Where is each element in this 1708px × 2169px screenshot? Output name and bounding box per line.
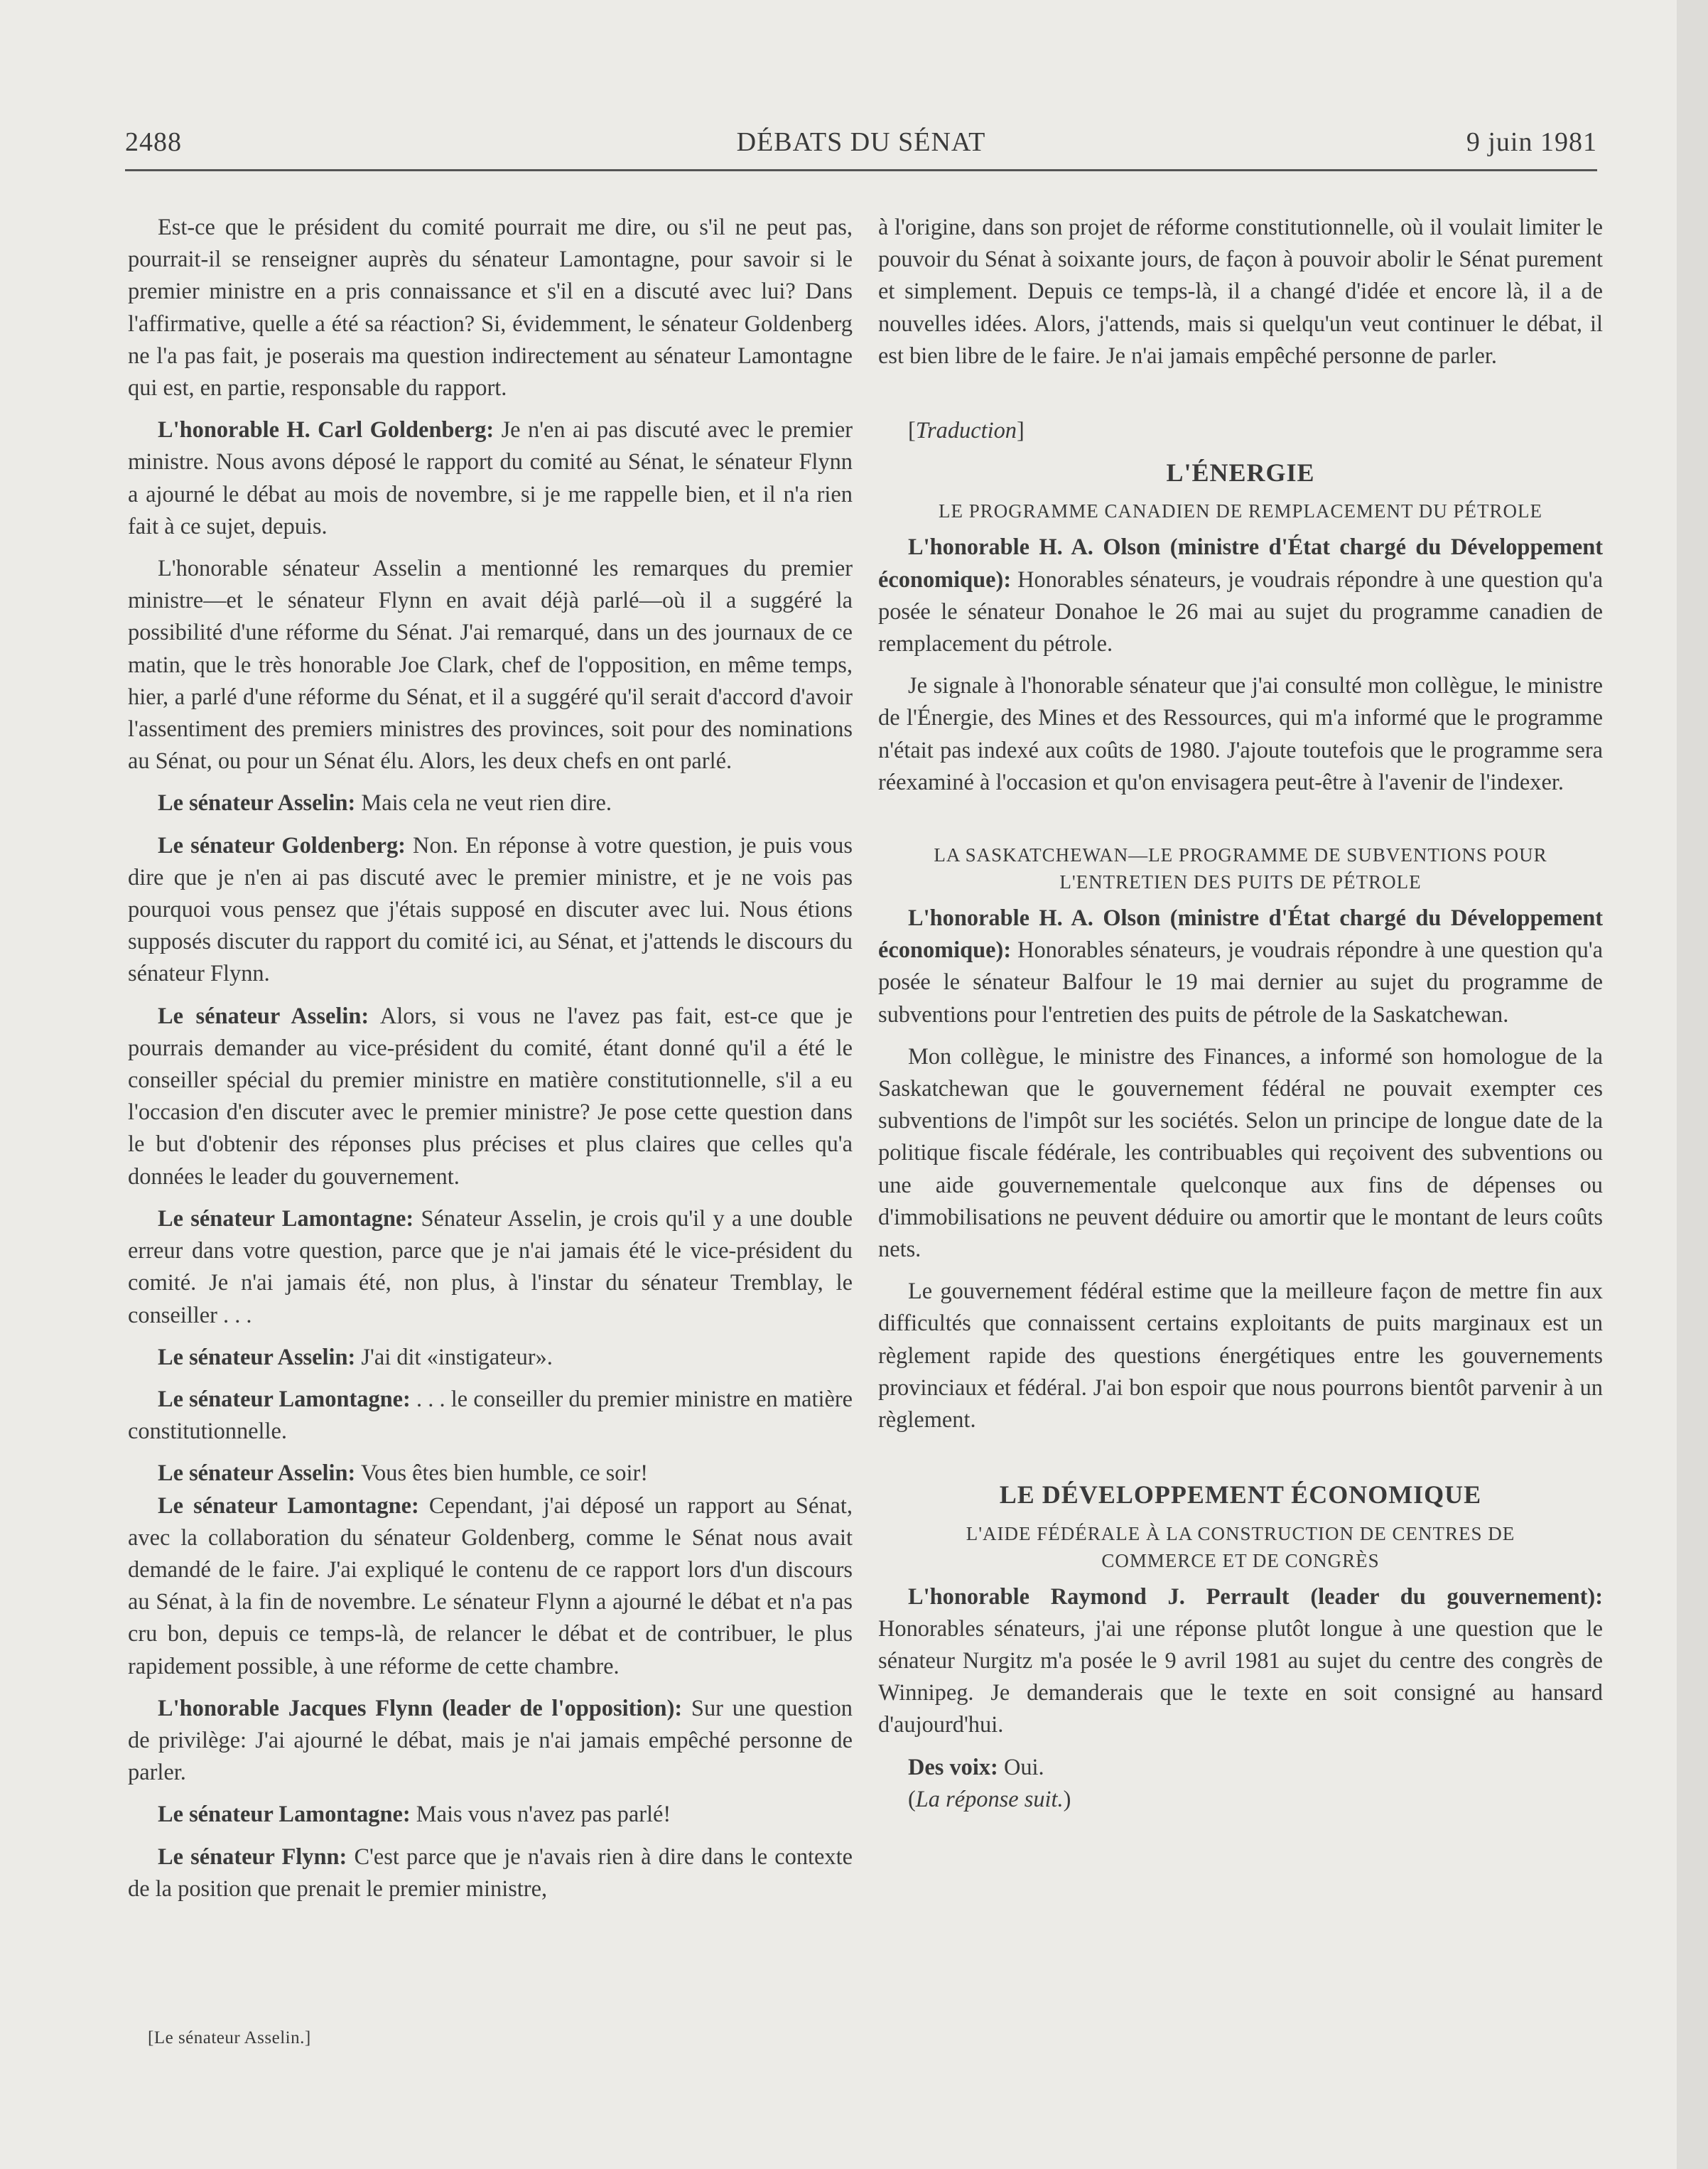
paragraph: Le sénateur Asselin: Vous êtes bien humble, ce soir! [158,1460,649,1487]
paragraph: Mon collègue, le ministre des Finances, a informé son homologue de la Saskatchewan que le gouvernement fédéral ne pouvait exempter ces subventions de l'impôt sur les sociétés. Selon un principe de longue date de la politique fiscale fédérale, les contribuables qui reçoivent des subventions ou une aide gouvernementale quelconque aux fins de dépenses ou d'immobilisations ne peuvent déduire ou amortir que le montant de leurs coûts nets. [878,1043,1603,1263]
subsection-heading: LA SASKATCHEWAN—LE PROGRAMME DE SUBVENTIONS POUR L'ENTRETIEN DES PUITS DE PÉTROLE [934,844,1547,893]
paragraph: Le sénateur Asselin: J'ai dit «instigateur». [158,1344,553,1370]
paragraph: Le sénateur Goldenberg: Non. En réponse à votre question, je puis vous dire que je n'en ai pas discuté avec le premier ministre, et je ne vois pas pourquoi vous pensez que j'étais supposé en discuter avec lui. Nous étions supposés discuter du rapport du comité ici, au Sénat, et j'attends le discours du sénateur Flynn. [128,832,853,987]
speaker-name: Le sénateur Lamontagne: [158,1802,411,1828]
paragraph: Le sénateur Flynn: C'est parce que je n'avais rien à dire dans le contexte de la position que prenait le premier ministre, [128,1844,853,1902]
speaker-name: L'honorable Jacques Flynn (leader de l'opposition): [158,1695,683,1721]
speaker-name: Le sénateur Goldenberg: [158,832,406,859]
paragraph: Je signale à l'honorable sénateur que j'ai consulté mon collègue, le ministre de l'Énergie, des Mines et des Ressources, qui m'a informé que le programme n'était pas indexé aux coûts de 1980. J'ajoute toutefois que le programme sera réexaminé à l'occasion et qu'on envisagera peut-être à l'avenir de l'indexer. [878,673,1603,795]
publication-title: DÉBATS DU SÉNAT [736,127,986,157]
subsection-heading: L'AIDE FÉDÉRALE À LA CONSTRUCTION DE CENTRES DE COMMERCE ET DE CONGRÈS [966,1522,1515,1571]
speaker-name: Le sénateur Asselin: [158,790,356,817]
section-heading: LE DÉVELOPPEMENT ÉCONOMIQUE [999,1480,1482,1509]
paragraph: L'honorable H. A. Olson (ministre d'État chargé du Développement économique): Honorables sénateurs, je voudrais répondre à une question qu'a posée le sénateur Balfour le 19 mai dernier au sujet du programme de subventions pour l'entretien des puits de pétrole de la Saskatchewan. [878,905,1603,1028]
paragraph: L'honorable sénateur Asselin a mentionné les remarques du premier ministre—et le sénateur Flynn en avait déjà parlé—où il a suggéré la possibilité d'une réforme du Sénat. J'ai remarqué, dans un des journaux de ce matin, que le très honorable Joe Clark, chef de l'opposition, en même temps, hier, a parlé d'une réforme du Sénat, et il a suggéré qu'il serait d'accord d'avoir l'assentiment des premiers ministres des provinces, soit pour des nominations au Sénat, ou pour un Sénat élu. Alors, les deux chefs en ont parlé. [128,556,853,775]
speaker-name: L'honorable H. Carl Goldenberg: [158,417,494,443]
page-header [125,127,1597,171]
paragraph: Des voix: Oui. [908,1754,1044,1780]
speaker-name: Le sénateur Asselin: [158,1344,356,1370]
paragraph: Le gouvernement fédéral estime que la meilleure façon de mettre fin aux difficultés que connaissent certains exploitants de puits marginaux est un règlement rapide des questions énergétiques entre les gouvernements provinciaux et fédéral. J'ai bon espoir que nous pourrons bientôt parvenir à un règlement. [878,1279,1603,1433]
speaker-name: Le sénateur Lamontagne: [158,1205,414,1232]
paragraph: Est-ce que le président du comité pourrait me dire, ou s'il ne peut pas, pourrait-il se renseigner auprès du sénateur Lamontagne, pour savoir si le premier ministre en a pris connaissance et s'il en a discuté avec lui? Dans l'affirmative, quelle a été sa réaction? Si, évidemment, le sénateur Goldenberg ne l'a pas fait, je poserais ma question indirectement au sénateur Lamontagne qui est, en partie, responsable du rapport. [128,215,853,402]
paragraph: Le sénateur Asselin: Alors, si vous ne l'avez pas fait, est-ce que je pourrais demander au vice-président du comité, étant donné qu'il a été le conseiller spécial du premier ministre en matière constitutionnelle, s'il a eu l'occasion d'en discuter avec le premier ministre? Je pose cette question dans le but d'obtenir des réponses plus précises et plus claires que celles qu'a données le leader du gouvernement. [128,1003,853,1190]
paragraph: L'honorable Raymond J. Perrault (leader du gouvernement): Honorables sénateurs, j'ai une réponse plutôt longue à une question que le sénateur Nurgitz m'a posée le 9 avril 1981 au sujet du centre des congrès de Winnipeg. Je demanderais que le texte en soit consigné au hansard d'aujourd'hui. [878,1583,1603,1738]
right-column [878,212,1603,1826]
italic-note: (La réponse suit.) [908,1786,1071,1812]
paragraph: Le sénateur Lamontagne: . . . le conseiller du premier ministre en matière constitutionnelle. [128,1386,853,1445]
paragraph: Le sénateur Lamontagne: Mais vous n'avez pas parlé! [158,1802,671,1828]
subsection-heading: LE PROGRAMME CANADIEN DE REMPLACEMENT DU PÉTROLE [938,500,1542,522]
speaker-name: Le sénateur Lamontagne: [158,1492,419,1519]
paragraph: L'honorable H. A. Olson (ministre d'État chargé du Développement économique): Honorables sénateurs, je voudrais répondre à une question qu'a posée le sénateur Donahoe le 26 mai au sujet du programme canadien de remplacement du pétrole. [878,534,1603,657]
page-date: 9 juin 1981 [1466,127,1597,157]
speaker-name: L'honorable H. A. Olson (ministre d'État chargé du Développement économique): [878,534,1603,593]
speaker-name: Le sénateur Flynn: [158,1844,347,1870]
speaker-name: Des voix: [908,1754,998,1780]
paragraph: L'honorable H. Carl Goldenberg: Je n'en ai pas discuté avec le premier ministre. Nous avons déposé le rapport du comité au Sénat, le sénateur Flynn a ajourné le débat au mois de novembre, si je me rappelle bien, et il n'a rien fait à ce sujet, depuis. [128,417,853,539]
speaker-name: L'honorable Raymond J. Perrault (leader du gouvernement): [908,1583,1603,1610]
footnote: [Le sénateur Asselin.] [148,2028,311,2047]
speaker-name: Le sénateur Asselin: [158,1460,356,1487]
speaker-name: Le sénateur Lamontagne: [158,1386,411,1412]
paragraph: Le sénateur Lamontagne: Cependant, j'ai déposé un rapport au Sénat, avec la collaboration du sénateur Goldenberg, comme le Sénat nous avait demandé de le faire. J'ai expliqué le contenu de ce rapport lors d'un discours au Sénat, à la fin de novembre. Le sénateur Flynn a ajourné le débat et n'a pas cru bon, depuis ce temps-là, de relancer le débat et de contribuer, le plus rapidement possible, à une réforme de cette chambre. [128,1492,853,1679]
scan-edge [1677,0,1708,2169]
page-number: 2488 [125,127,182,157]
translation-marker: [Traduction] [908,418,1025,444]
paragraph: Le sénateur Asselin: Mais cela ne veut rien dire. [158,790,612,817]
paragraph: Le sénateur Lamontagne: Sénateur Asselin, je crois qu'il y a une double erreur dans votre question, parce que je n'ai jamais été le vice-président du comité. Je n'ai jamais été, non plus, à l'instar du sénateur Tremblay, le conseiller . . . [128,1205,853,1328]
paragraph: à l'origine, dans son projet de réforme constitutionnelle, où il voulait limiter le pouvoir du Sénat à soixante jours, de façon à pouvoir abolir le Sénat purement et simplement. Depuis ce temps-là, il a changé d'idée et encore là, il a de nouvelles idées. Alors, j'attends, mais si quelqu'un veut continuer le débat, il est bien libre de le faire. Je n'ai jamais empêché personne de parler. [878,215,1603,369]
paragraph: L'honorable Jacques Flynn (leader de l'opposition): Sur une question de privilège: J'ai ajourné le débat, mais je n'ai jamais empêché personne de parler. [128,1695,853,1786]
left-column [128,212,853,1915]
speaker-name: L'honorable H. A. Olson (ministre d'État chargé du Développement économique): [878,905,1603,964]
section-heading: L'ÉNERGIE [1166,458,1315,488]
speaker-name: Le sénateur Asselin: [158,1003,369,1029]
